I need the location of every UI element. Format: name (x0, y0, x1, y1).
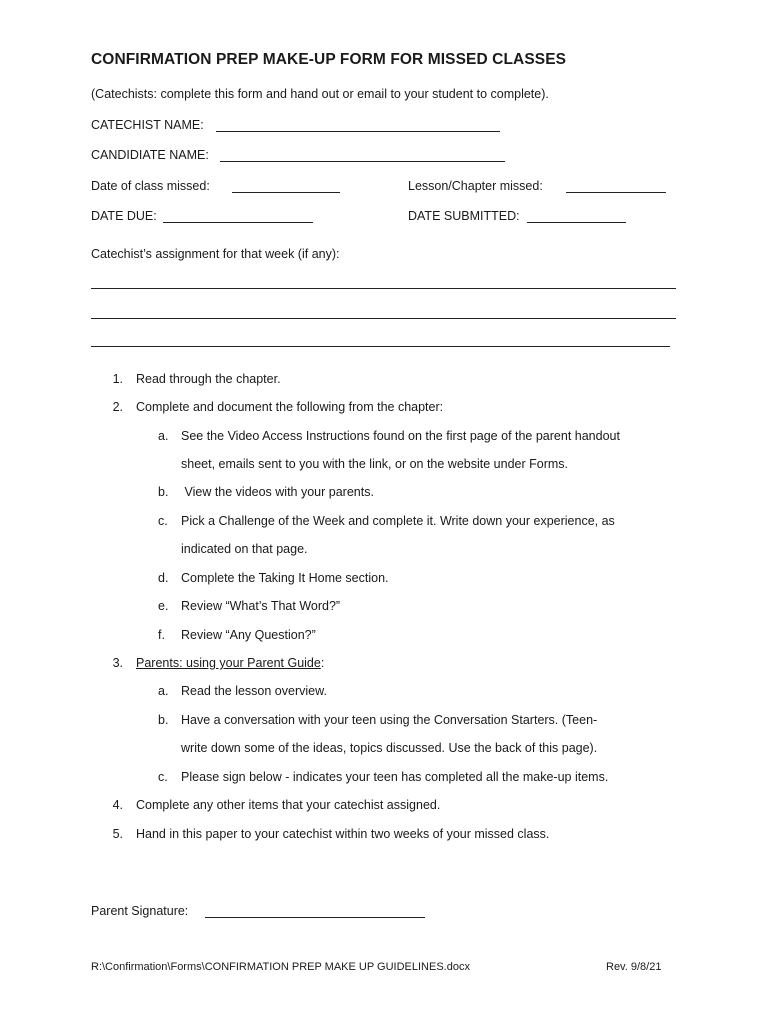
sub-letter: a. (158, 429, 169, 443)
lesson-missed-label: Lesson/Chapter missed: (408, 179, 543, 193)
step-text: Read through the chapter. (136, 372, 281, 386)
sub-letter: c. (158, 770, 168, 784)
footer-revision: Rev. 9/8/21 (606, 961, 662, 973)
sub-item-text: Complete the Taking It Home section. (181, 571, 389, 585)
sub-letter: b. (158, 713, 169, 727)
assignment-line-1[interactable] (91, 288, 676, 289)
date-due-label: DATE DUE: (91, 209, 157, 223)
sub-item-text: Review “What’s That Word?” (181, 599, 341, 613)
step-suffix: : (320, 656, 325, 670)
step-number: 1. (112, 372, 123, 386)
step-number: 2. (112, 400, 123, 414)
date-missed-label: Date of class missed: (91, 179, 210, 193)
footer-file-path: R:\Confirmation\Forms\CONFIRMATION PREP MAKE UP GUIDELINES.docx (91, 961, 470, 973)
step-text: Complete any other items that your catechist assigned. (136, 798, 441, 812)
catechist-name-field[interactable] (216, 131, 500, 132)
step-number: 3. (112, 656, 123, 670)
signature-label: Parent Signature: (91, 904, 189, 918)
sub-item-text: Pick a Challenge of the Week and complete it. Write down your experience, as (181, 514, 615, 528)
step-number: 4. (112, 798, 123, 812)
candidate-name-label: CANDIDIATE NAME: (91, 148, 209, 162)
sub-item-text: sheet, emails sent to you with the link, or on the website under Forms. (181, 457, 568, 471)
step-text (136, 656, 324, 670)
assignment-label: Catechist’s assignment for that week (if any): (91, 247, 340, 261)
step-number: 5. (112, 827, 123, 841)
catechist-name-label: CATECHIST NAME: (91, 118, 204, 132)
assignment-line-3[interactable] (91, 346, 670, 347)
sub-item-text: View the videos with your parents. (181, 485, 374, 499)
sub-letter: c. (158, 514, 168, 528)
sub-item-text: Read the lesson overview. (181, 684, 327, 698)
sub-item-text: See the Video Access Instructions found on the first page of the parent handout (181, 429, 620, 443)
sub-letter: f. (158, 628, 165, 642)
step-text: Complete and document the following from the chapter: (136, 400, 444, 414)
sub-letter: b. (158, 485, 169, 499)
parent-guide-link: Parents: using your Parent Guide (136, 656, 321, 670)
date-submitted-label: DATE SUBMITTED: (408, 209, 520, 223)
sub-item-text: Have a conversation with your teen using the Conversation Starters. (Teen- (181, 713, 598, 727)
sub-item-text: write down some of the ideas, topics discussed. Use the back of this page). (181, 741, 598, 755)
sub-letter: d. (158, 571, 169, 585)
date-due-field[interactable] (163, 222, 313, 223)
parent-signature-field[interactable] (205, 917, 425, 918)
lesson-missed-field[interactable] (566, 192, 666, 193)
candidate-name-field[interactable] (220, 161, 505, 162)
step-text: Hand in this paper to your catechist within two weeks of your missed class. (136, 827, 550, 841)
sub-letter: e. (158, 599, 169, 613)
date-missed-field[interactable] (232, 192, 340, 193)
sub-item-text: indicated on that page. (181, 542, 308, 556)
sub-letter: a. (158, 684, 169, 698)
sub-item-text: Review “Any Question?” (181, 628, 316, 642)
page-title: CONFIRMATION PREP MAKE-UP FORM FOR MISSED CLASSES (91, 51, 567, 68)
sub-item-text: Please sign below - indicates your teen has completed all the make-up items. (181, 770, 609, 784)
intro-text: (Catechists: complete this form and hand out or email to your student to complete). (91, 87, 549, 101)
assignment-line-2[interactable] (91, 318, 676, 319)
date-submitted-field[interactable] (527, 222, 626, 223)
